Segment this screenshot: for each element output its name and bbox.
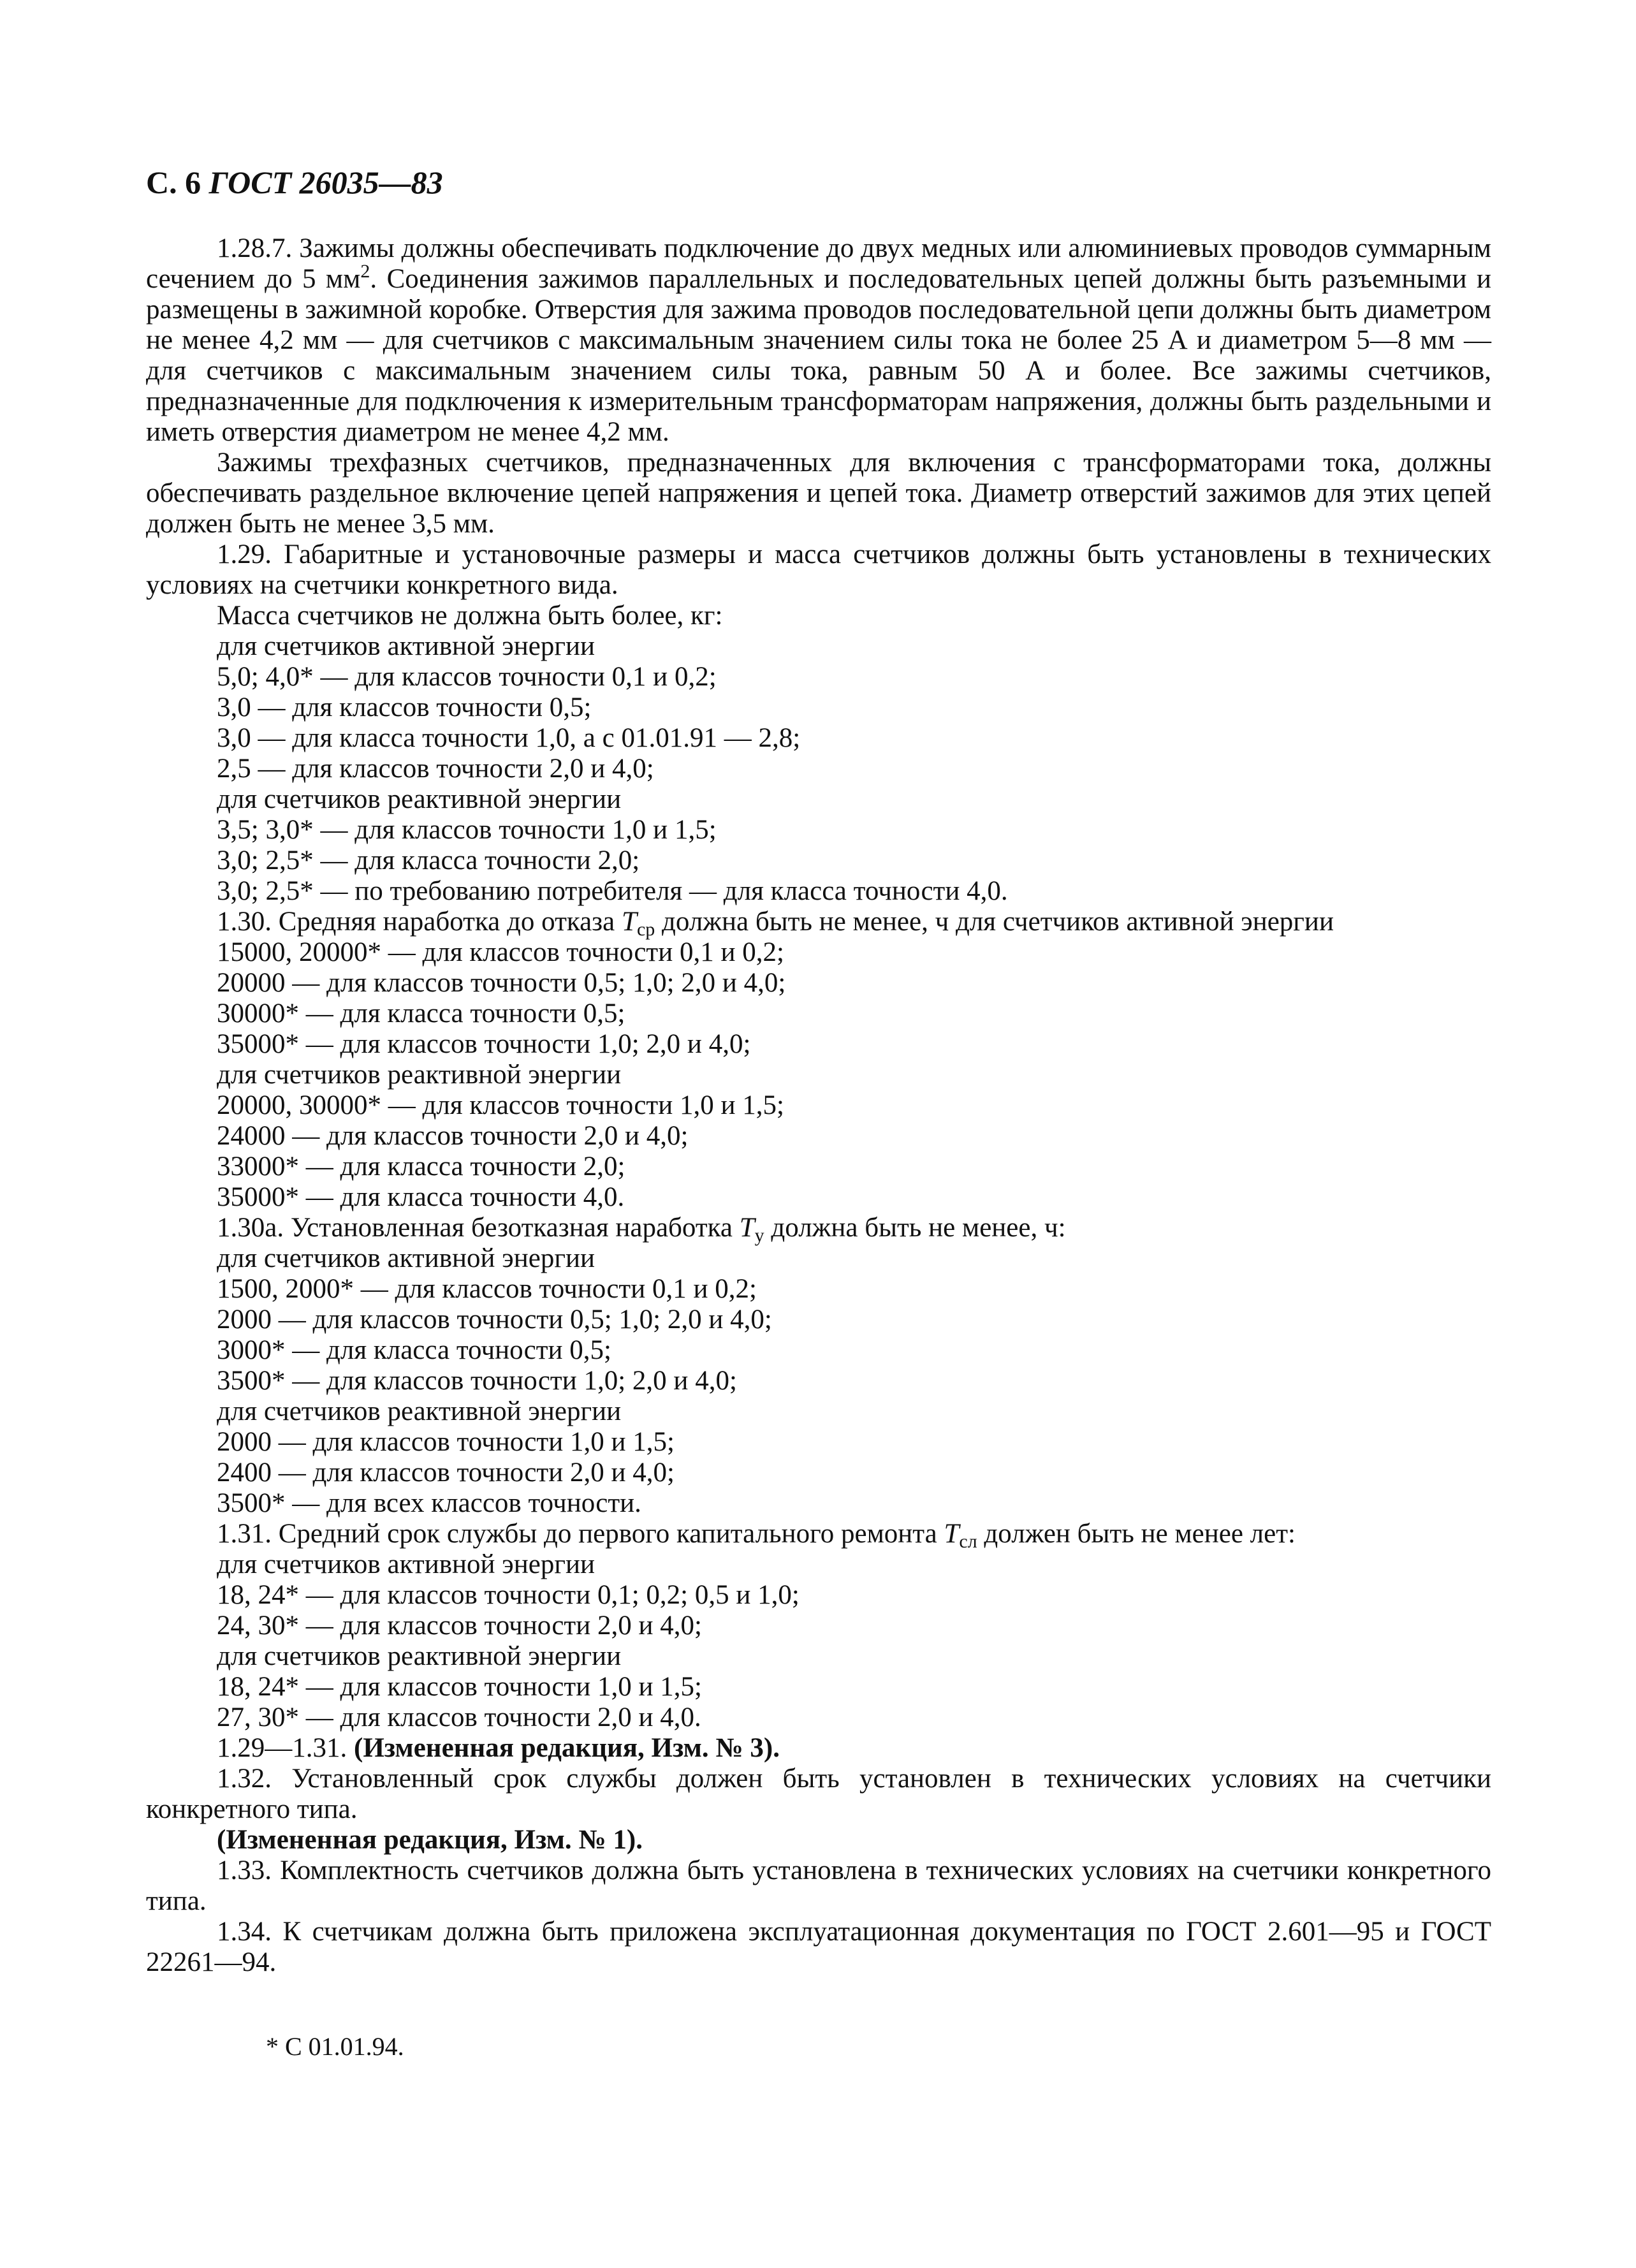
mass-active-heading: для счетчиков активной энергии (217, 631, 595, 661)
list-item: 18, 24* — для классов точности 1,0 и 1,5; (217, 1672, 702, 1702)
subscript: у (754, 1225, 764, 1246)
list-item: 3,0; 2,5* — по требованию потребителя — для класса точности 4,0. (217, 876, 1008, 906)
list-item: 3,0 — для класса точности 1,0, а с 01.01.91 — 2,8; (217, 723, 801, 753)
paragraph-1-28-7 (146, 233, 1491, 448)
superscript: 2 (360, 261, 370, 282)
paragraph-text: 1.31. Средний срок службы до первого капитального ремонта (217, 1519, 944, 1549)
page-number: С. 6 (146, 165, 201, 200)
paragraph-1-30 (146, 907, 1491, 940)
list-item: 30000* — для класса точности 0,5; (217, 999, 625, 1028)
revision-note-1: (Измененная редакция, Изм. № 1). (217, 1825, 643, 1855)
symbol: T (944, 1519, 960, 1549)
paragraph-1-30a (146, 1213, 1491, 1246)
document-page (146, 165, 1491, 2088)
paragraph-1-29: 1.29. Габаритные и установочные размеры и масса счетчиков должны быть установлены в технических условиях на счетчики конкретного вида. (146, 539, 1491, 600)
paragraph-1-32: 1.32. Установленный срок службы должен быть установлен в технических условиях на счетчики конкретного типа. (146, 1764, 1491, 1824)
revision-label: (Измененная редакция, Изм. № 3). (354, 1733, 780, 1763)
page-header (146, 165, 1491, 200)
list-item: 2,5 — для классов точности 2,0 и 4,0; (217, 754, 654, 784)
mass-reactive-heading: для счетчиков реактивной энергии (217, 784, 622, 814)
paragraph-1-33: 1.33. Комплектность счетчиков должна быть установлена в технических условиях на счетчики конкретного типа. (146, 1855, 1491, 1916)
list-item: 35000* — для классов точности 1,0; 2,0 и 4,0; (217, 1029, 751, 1059)
list-item: 18, 24* — для классов точности 0,1; 0,2; 0,5 и 1,0; (217, 1580, 800, 1610)
revision-note-3 (146, 1733, 1491, 1764)
list-item: 2400 — для классов точности 2,0 и 4,0; (217, 1458, 675, 1488)
mass-intro: Масса счетчиков не должна быть более, кг: (217, 601, 723, 631)
paragraph-text: 1.29—1.31. (217, 1733, 354, 1763)
paragraph-text: . Соединения зажимов параллельных и последовательных цепей должны быть разъемными и размещены в зажимной коробке. Отверстия для зажима проводов последовательной цепи должны быть диаметром не менее 4,2 мм — для счетчиков с максимальным значением силы тока не более 25 А и диаметром 5—8 мм — для счетчиков с максимальным значением силы тока, равным 50 А и более. Все зажимы счетчиков, предназначенные для подключения к измерительным трансформаторам напряжения, должны быть раздельными и иметь отверстия диаметром не менее 4,2 мм. (146, 264, 1491, 447)
list-item: 3000* — для класса точности 0,5; (217, 1335, 611, 1365)
paragraph-text: должна быть не менее, ч: (764, 1213, 1066, 1243)
failfree-active-heading: для счетчиков активной энергии (217, 1243, 595, 1273)
list-item: 35000* — для класса точности 4,0. (217, 1182, 625, 1212)
symbol: T (739, 1213, 755, 1243)
list-item: 3500* — для классов точности 1,0; 2,0 и 4,0; (217, 1366, 737, 1396)
list-item: 15000, 20000* — для классов точности 0,1 и 0,2; (217, 937, 784, 967)
list-item: 3,0 — для классов точности 0,5; (217, 692, 592, 722)
paragraph-text: 1.30. Средняя наработка до отказа (217, 907, 622, 937)
paragraph-text: 1.30а. Установленная безотказная наработка (217, 1213, 740, 1243)
list-item: 1500, 2000* — для классов точности 0,1 и 0,2; (217, 1274, 757, 1304)
list-item: 3500* — для всех классов точности. (217, 1488, 641, 1518)
list-item: 20000 — для классов точности 0,5; 1,0; 2,0 и 4,0; (217, 968, 786, 998)
footnote: * С 01.01.94. (266, 2032, 404, 2061)
paragraph-terminals: Зажимы трехфазных счетчиков, предназначенных для включения с трансформаторами тока, должны обеспечивать раздельное включение цепей напряжения и цепей тока. Диаметр отверстий зажимов для этих цепей должен быть не менее 3,5 мм. (146, 448, 1491, 539)
standard-code: ГОСТ 26035—83 (208, 165, 443, 200)
subscript: ср (636, 919, 655, 940)
symbol: T (622, 907, 637, 937)
service-reactive-heading: для счетчиков реактивной энергии (217, 1641, 622, 1671)
paragraph-text: должна быть не менее, ч для счетчиков активной энергии (655, 907, 1334, 937)
list-item: 20000, 30000* — для классов точности 1,0 и 1,5; (217, 1090, 784, 1120)
list-item: 24, 30* — для классов точности 2,0 и 4,0; (217, 1611, 702, 1641)
list-item: 2000 — для классов точности 1,0 и 1,5; (217, 1427, 675, 1457)
paragraph-text: 1.28.7. Зажимы должны обеспечивать подключение до двух медных или алюминиевых проводов суммарным сечением до 5 мм (146, 233, 1491, 294)
list-item: 3,5; 3,0* — для классов точности 1,0 и 1,5; (217, 815, 717, 845)
list-item: 3,0; 2,5* — для класса точности 2,0; (217, 845, 640, 875)
service-active-heading: для счетчиков активной энергии (217, 1549, 595, 1579)
list-item: 27, 30* — для классов точности 2,0 и 4,0. (217, 1702, 701, 1732)
mtbf-reactive-heading: для счетчиков реактивной энергии (217, 1060, 622, 1090)
list-item: 24000 — для классов точности 2,0 и 4,0; (217, 1121, 689, 1151)
list-item: 2000 — для классов точности 0,5; 1,0; 2,0 и 4,0; (217, 1305, 772, 1335)
list-item: 5,0; 4,0* — для классов точности 0,1 и 0,2; (217, 662, 717, 692)
failfree-reactive-heading: для счетчиков реактивной энергии (217, 1396, 622, 1426)
paragraph-1-31 (146, 1519, 1491, 1552)
paragraph-1-34: 1.34. К счетчикам должна быть приложена эксплуатационная документация по ГОСТ 2.601—95 и ГОСТ 22261—94. (146, 1917, 1491, 1977)
subscript: сл (959, 1531, 977, 1552)
list-item: 33000* — для класса точности 2,0; (217, 1152, 625, 1182)
paragraph-text: должен быть не менее лет: (977, 1519, 1296, 1549)
